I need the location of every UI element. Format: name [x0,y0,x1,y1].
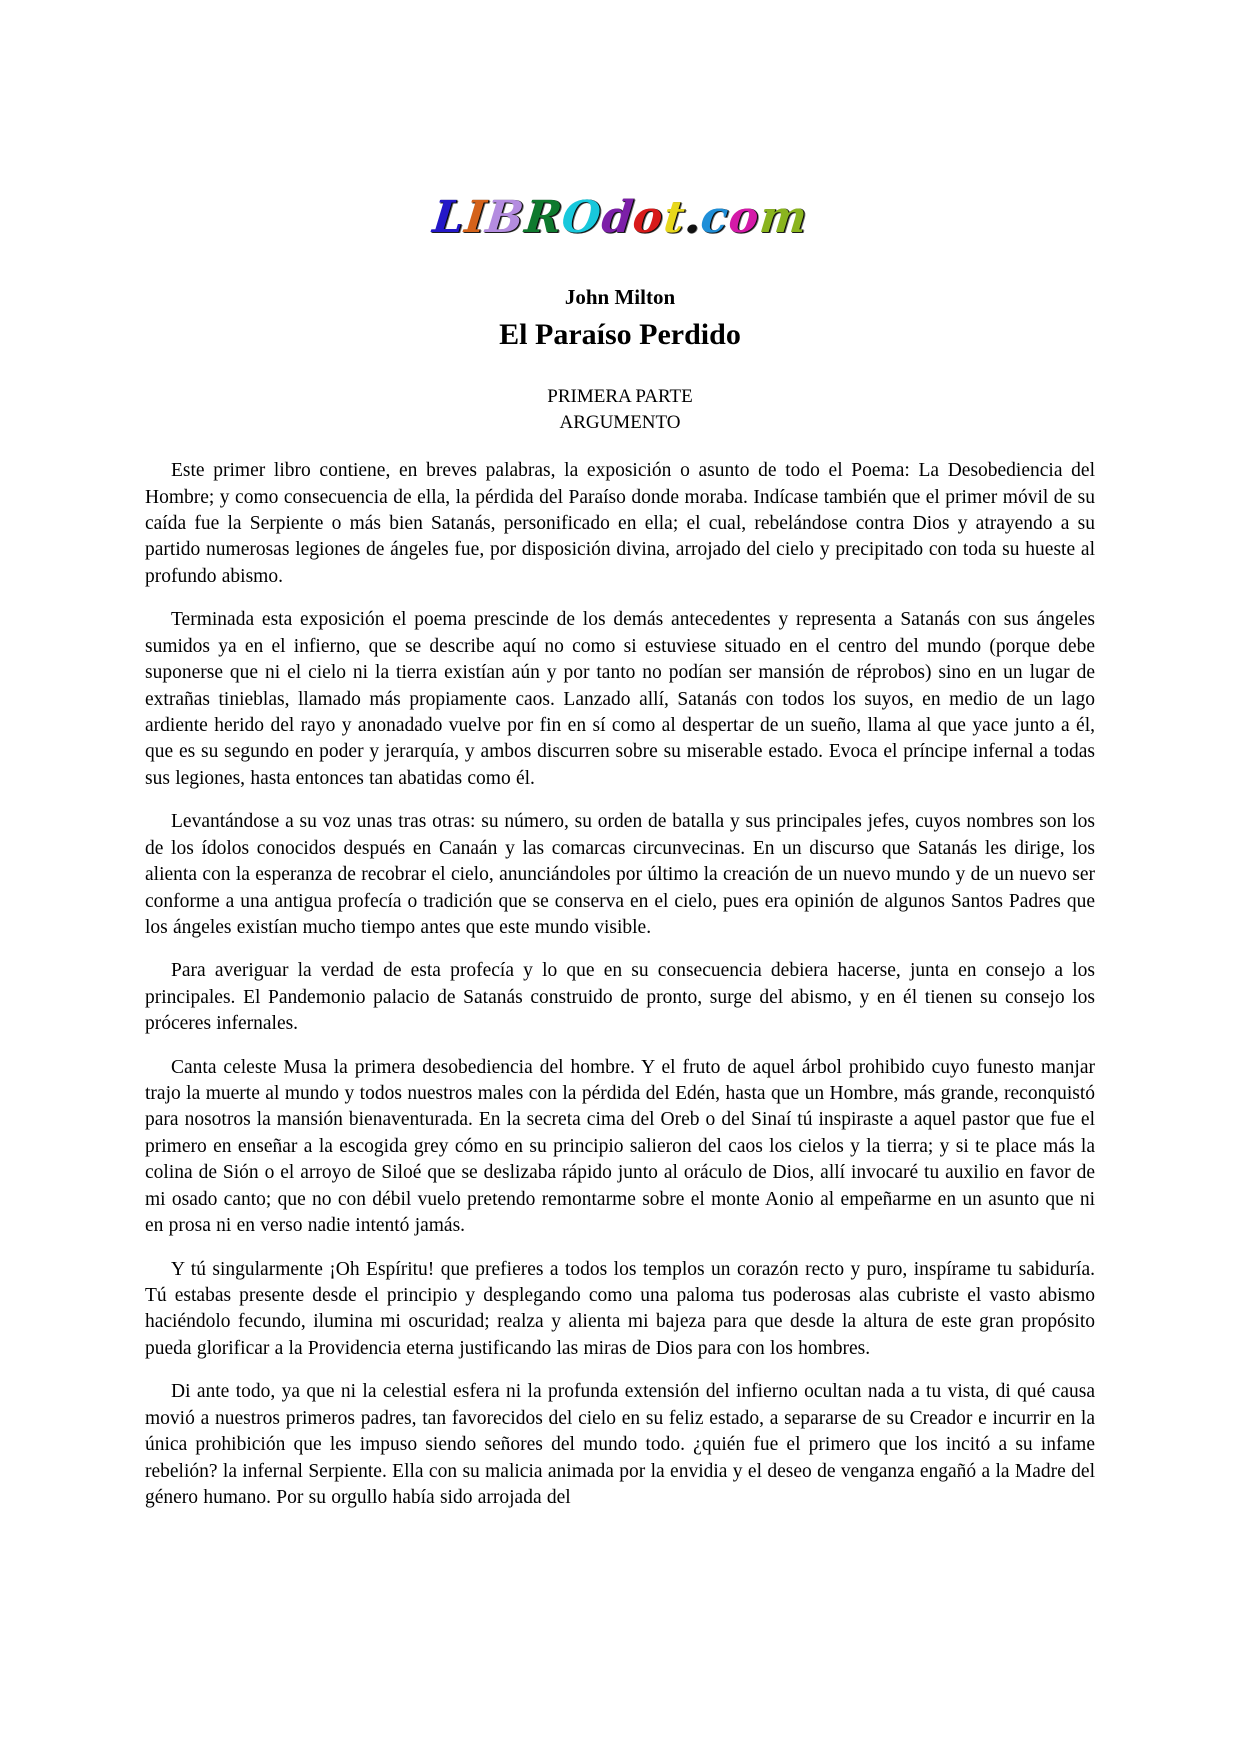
logo-letter: B [483,192,528,243]
paragraph: Di ante todo, ya que ni la celestial esfera ni la profunda extensión del infierno ocultan nada a tu vista, di qué causa movió a nuestros primeros padres, tan favorecidos del cielo en su feliz estado, a separarse de su Creador e incurrir en la única prohibición que les impuso siendo señores del mundo todo. ¿quién fue el primero que los incitó a su infame rebelión? la infernal Serpiente. Ella con su malicia animada por la envidia y el deseo de venganza engañó a la Madre del género humano. Por su orgullo había sido arrojada del [145,1381,1095,1508]
site-logo-banner [0,0,1240,243]
part-label: PRIMERA PARTE [547,385,693,407]
logo-letter: m [756,192,810,243]
section-label: ARGUMENTO [559,411,681,433]
paragraph: Para averiguar la verdad de esta profecía y lo que en su consecuencia debiera hacerse, junta en consejo a los principales. El Pandemonio palacio de Satanás construido de pronto, surge del abismo, y en él tienen su consejo los próceres infernales. [145,960,1095,1035]
logo-letter: O [559,192,605,243]
logo-letter: R [522,192,565,243]
librodot-logo [430,192,810,243]
logo-letter: d [598,192,637,243]
logo-letter: . [682,192,705,243]
paragraph: Canta celeste Musa la primera desobediencia del hombre. Y el fruto de aquel árbol prohibido cuyo funesto manjar trajo la muerte al mundo y todos nuestros males con la pérdida del Edén, hasta que un Hombre, más grande, reconquistó para nosotros la mansión bienaventurada. En la secreta cima del Oreb o del Sinaí tú inspiraste a aquel pastor que fue el primero en enseñar a la escogida grey cómo en su principio salieron del caos los cielos y la tierra; y si te place más la colina de Sión o el arroyo de Siloé que se deslizaba rápido junto al oráculo de Dios, allí invocaré tu auxilio en favor de mi osado canto; que no con débil vuelo pretendo remontarme sobre el monte Aonio al empeñarme en un asunto que ni en prosa ni en verso nadie intentó jamás. [145,1056,1095,1237]
logo-letter: L [430,192,468,243]
logo-letter: o [726,192,763,243]
body-text [145,436,1095,1511]
paragraph: Este primer libro contiene, en breves palabras, la exposición o asunto de todo el Poema: La Desobediencia del Hombre; y como consecuencia de ella, la pérdida del Paraíso donde moraba. Indícase también que el primer móvil de su caída fue la Serpiente o más bien Satanás, personificado en ella; el cual, rebelándose contra Dios y atrayendo a su partido numerosas legiones de ángeles fue, por disposición divina, arrojado del cielo y precipitado con toda su hueste al profundo abismo. [145,460,1095,587]
logo-letter: c [698,192,732,243]
paragraph: Y tú singularmente ¡Oh Espíritu! que prefieres a todos los templos un corazón recto y puro, inspírame tu sabiduría. Tú estabas presente desde el principio y desplegando como una paloma tus poderosas alas cubriste el vasto abismo haciéndolo fecundo, ilumina mi oscuridad; realza y alienta mi bajeza para que desde la altura de este gran propósito pueda glorificar a la Providencia eterna justificando las miras de Dios para con los hombres. [145,1258,1095,1359]
logo-letter: I [462,192,490,243]
logo-letter: t [661,192,688,243]
logo-letter: o [630,192,667,243]
paragraph: Terminada esta exposición el poema prescinde de los demás antecedentes y representa a Satanás con sus ángeles sumidos ya en el infierno, que se describe aquí no como si estuviese situado en el centro del mundo (porque debe suponerse que ni el cielo ni la tierra existían aún y por tanto no podían ser mansión de réprobos) sino en un lugar de extrañas tinieblas, llamado más propiamente caos. Lanzado allí, Satanás con todos los suyos, en medio de un lago ardiente herido del rayo y anonadado vuelve por fin en sí como al despertar de un sueño, llama al que yace junto a él, que es su segundo en poder y jerarquía, y ambos discurren sobre su miserable estado. Evoca el príncipe infernal a todas sus legiones, hasta entonces tan abatidas como él. [145,609,1095,789]
author-name: John Milton [564,285,676,309]
paragraph: Levantándose a su voz unas tras otras: su número, su orden de batalla y sus principales jefes, cuyos nombres son los de los ídolos conocidos después en Canaán y las comarcas circunvecinas. En un discurso que Satanás les dirige, los alienta con la esperanza de recobrar el cielo, anunciándoles por último la creación de un nuevo mundo y de un nuevo ser conforme a una antigua profecía o tradición que se conserva en el cielo, pues era opinión de algunos Santos Padres que los ángeles existían mucho tiempo antes que este mundo visible. [145,811,1095,938]
page-title: El Paraíso Perdido [499,318,741,352]
